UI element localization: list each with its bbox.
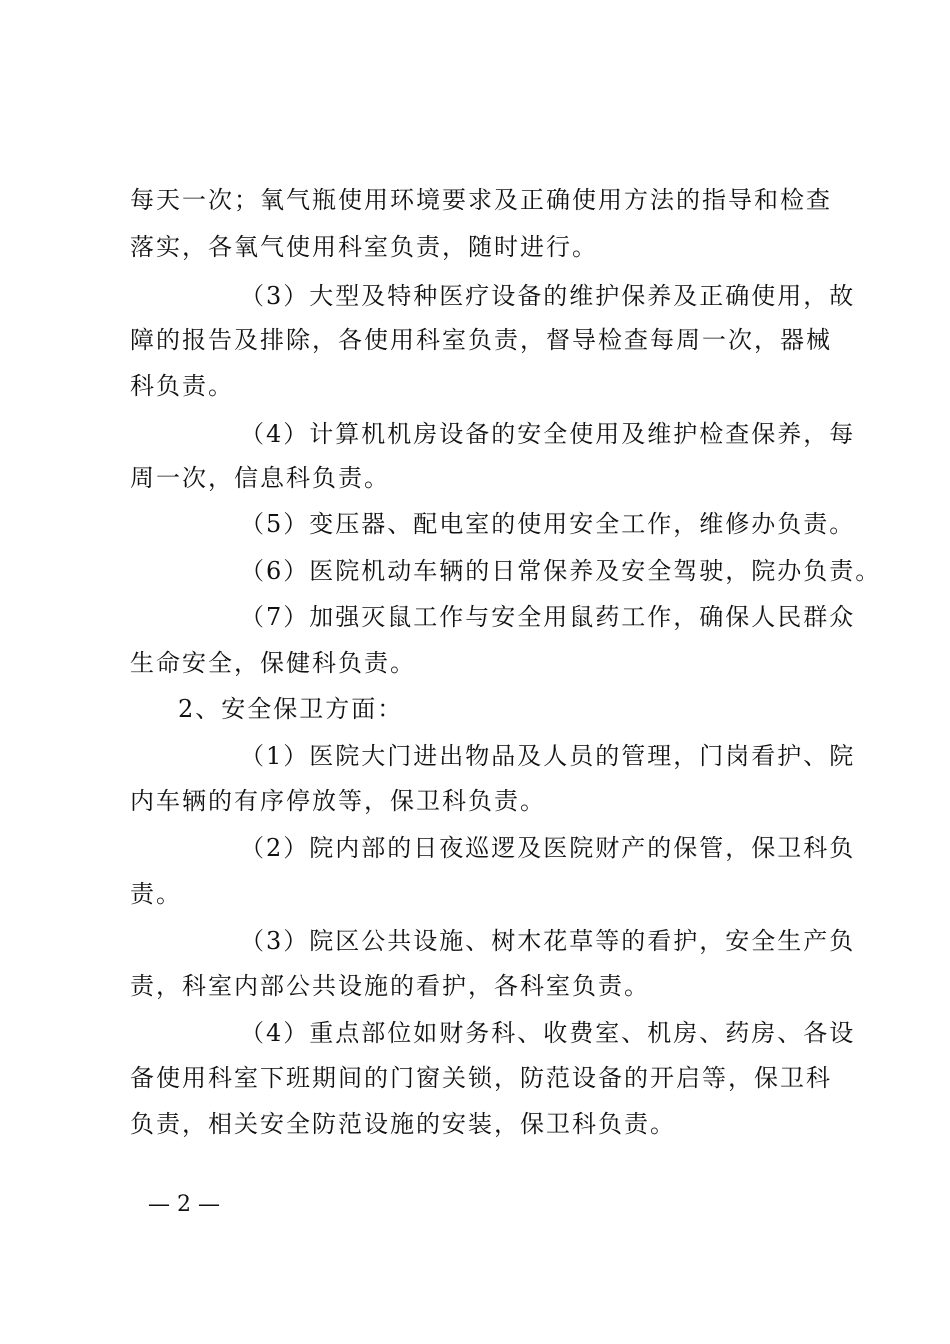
text-line: 周一次，信息科负责。: [130, 464, 390, 492]
text-line: （2）院内部的日夜巡逻及医院财产的保管，保卫科负: [240, 834, 856, 862]
text-line: 内车辆的有序停放等，保卫科负责。: [130, 787, 546, 815]
text-line: （3）大型及特种医疗设备的维护保养及正确使用，故: [240, 282, 856, 310]
text-line: （7）加强灭鼠工作与安全用鼠药工作，确保人民群众: [240, 603, 856, 631]
text-line: （1）医院大门进出物品及人员的管理，门岗看护、院: [240, 742, 856, 770]
text-line: （4）重点部位如财务科、收费室、机房、药房、各设: [240, 1019, 856, 1047]
text-line: 负责，相关安全防范设施的安装，保卫科负责。: [130, 1110, 676, 1138]
text-line: 责，科室内部公共设施的看护，各科室负责。: [130, 972, 650, 1000]
text-line: 每天一次；氧气瓶使用环境要求及正确使用方法的指导和检查: [130, 186, 832, 214]
text-line: 生命安全，保健科负责。: [130, 649, 416, 677]
text-line: 责。: [130, 880, 182, 908]
text-line: 障的报告及排除，各使用科室负责，督导检查每周一次，器械: [130, 326, 832, 354]
text-line: （5）变压器、配电室的使用安全工作，维修办负责。: [240, 510, 856, 538]
text-line: （3）院区公共设施、树木花草等的看护，安全生产负: [240, 927, 856, 955]
text-line: 备使用科室下班期间的门窗关锁，防范设备的开启等，保卫科: [130, 1064, 832, 1092]
section-heading: 2、安全保卫方面：: [178, 695, 404, 723]
text-line: （4）计算机机房设备的安全使用及维护检查保养，每: [240, 420, 856, 448]
page-number: — 2 —: [148, 1192, 220, 1217]
text-line: （6）医院机动车辆的日常保养及安全驾驶，院办负责。: [240, 557, 882, 585]
text-line: 科负责。: [130, 372, 234, 400]
text-line: 落实，各氧气使用科室负责，随时进行。: [130, 233, 598, 261]
